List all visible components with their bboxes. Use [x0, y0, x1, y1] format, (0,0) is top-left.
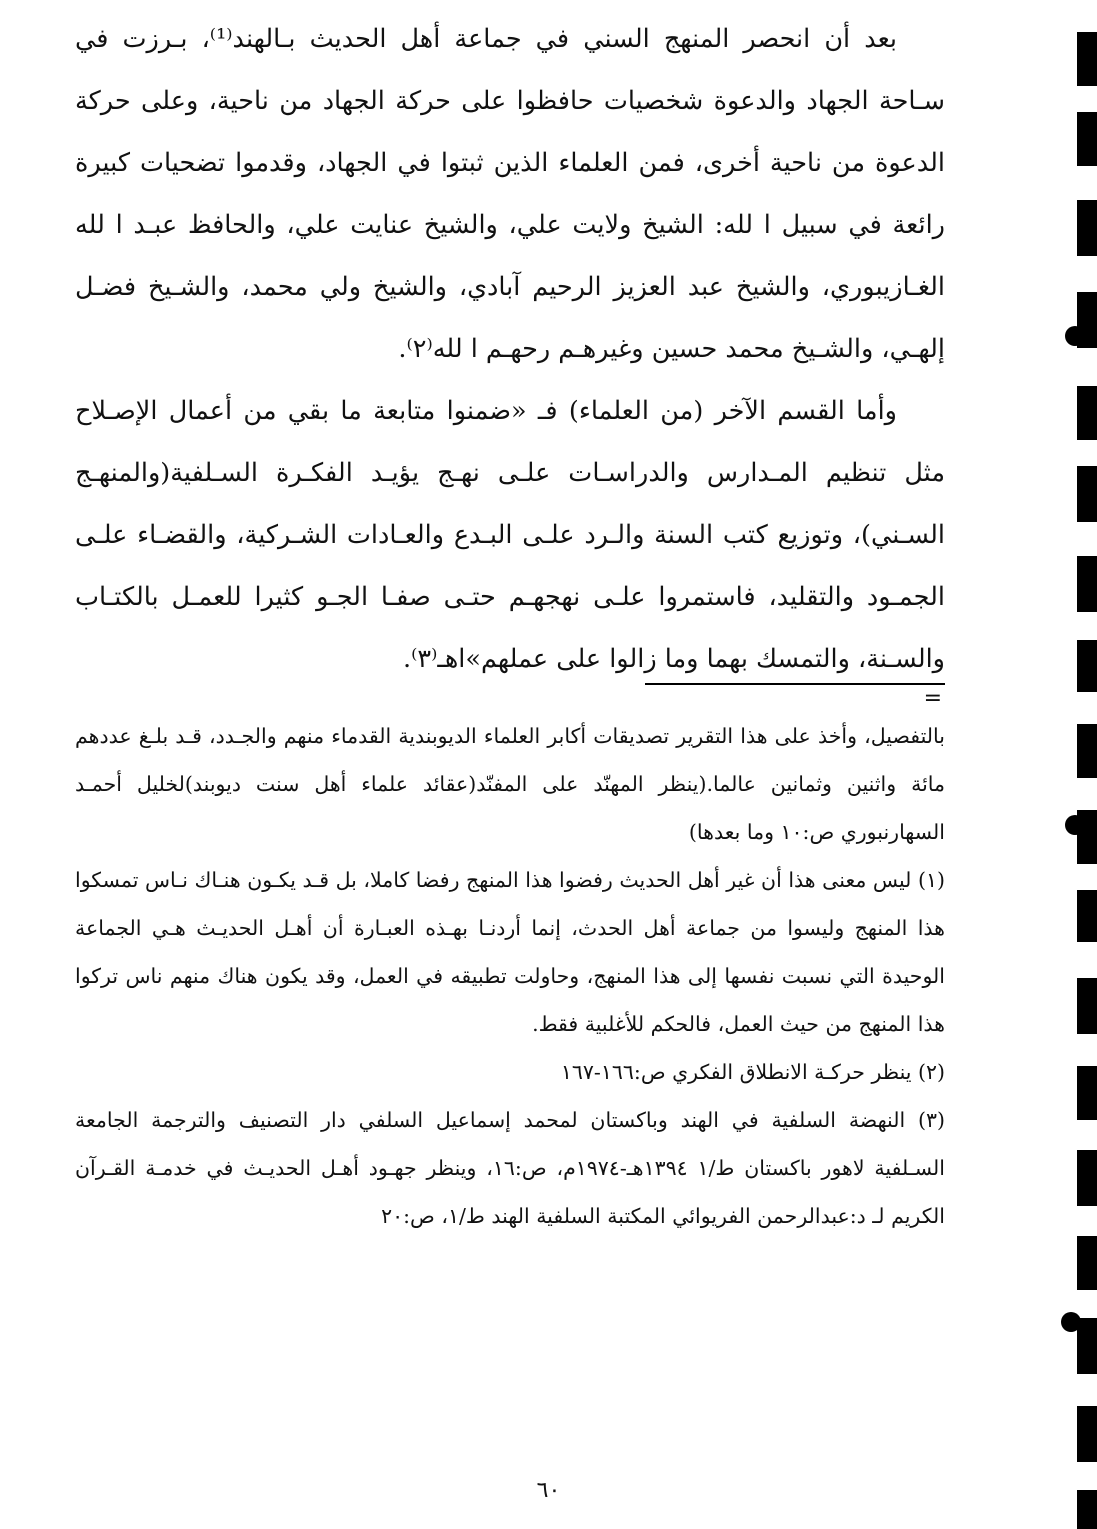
edge-mark — [1077, 200, 1097, 256]
edge-mark — [1077, 1236, 1097, 1290]
edge-mark — [1077, 724, 1097, 778]
footnotes — [75, 712, 945, 1240]
edge-mark — [1077, 556, 1097, 612]
footnote: (١) ليس معنى هذا أن غير أهل الحديث رفضوا هذا المنهج رفضا كاملا، بل قـد يكـون هنـاك نـاس تمسكوا هذا المنهج وليسوا من جماعة أهل الحدث، إنما أردنـا بهـذه العبـارة أن أهـل الحديـث هـي الجماعة الوحيدة التي نسبت نفسها إلى هذا المنهج، وحاولت تطبيقه في العمل، وقد يكون هناك منهم ناس تركوا هذا المنهج من حيث العمل، فالحكم للأغلبية فقط. — [75, 868, 945, 1036]
edge-mark — [1077, 32, 1097, 86]
edge-dot — [1061, 1312, 1081, 1332]
paragraph: وأما القسم الآخر (من العلماء) فـ «ضمنوا متابعة ما بقي من أعمال الإصـلاح مثل تنظيم المـدارس والدراسـات علـى نهـج يؤيـد الفكـرة السـلفية(والمنهـج السـني)، وتوزيع كتب السنة والـرد علـى البـدع والعـادات الشـركية، والقضـاء علـى الجمـود والتقليد، فاستمروا علـى نهجهـم حتـى صفـا الجـو كثيرا للعمـل بالكتـاب والسـنة، والتمسك بهما وما زالوا على عملهم»اهـ⁽٣⁾. — [75, 396, 945, 674]
edge-dot — [1065, 326, 1085, 346]
footnote-separator — [645, 683, 945, 685]
footnote-continuation-mark: = — [923, 686, 942, 711]
edge-mark — [1077, 1318, 1097, 1374]
edge-dot — [1065, 815, 1085, 835]
edge-mark — [1077, 978, 1097, 1034]
main-text — [75, 8, 945, 690]
edge-mark — [1077, 466, 1097, 522]
edge-mark — [1077, 890, 1097, 942]
edge-mark — [1077, 640, 1097, 692]
edge-mark — [1077, 1066, 1097, 1120]
edge-mark — [1077, 1150, 1097, 1206]
edge-mark — [1077, 1406, 1097, 1462]
footnote: بالتفصيل، وأخذ على هذا التقرير تصديقات أكابر العلماء الديوبندية القدماء منهم والجـدد، قـد بلـغ عددهم مائة واثنين وثمانين عالما.(ينظر المهنّد على المفنّد(عقائد علماء أهل سنت ديوبند)لخليل أحمـد السهارنبوري ص:١٠ وما بعدها) — [75, 724, 945, 844]
footnote: (٢) ينظر حركـة الانطلاق الفكري ص:١٦٦-١٦٧ — [560, 1060, 945, 1084]
page-number: ٦٠ — [536, 1478, 561, 1503]
paragraph: بعد أن انحصر المنهج السني في جماعة أهل الحديث بـالهند⁽¹⁾، بـرزت في سـاحة الجهاد والدعوة شخصيات حافظوا على حركة الجهاد من ناحية، وعلى حركة الدعوة من ناحية أخرى، فمن العلماء الذين ثبتوا في الجهاد، وقدموا تضحيات كبيرة رائعة في سبيل ا لله: الشيخ ولايت علي، والشيخ عنايت علي، والحافظ عبـد ا لله الغـازيبوري، والشيخ عبد العزيز الرحيم آبادي، والشيخ ولي محمد، والشـيخ فضـل إلهـي، والشـيخ محمد حسين وغيرهـم رحهـم ا لله⁽٢⁾. — [75, 24, 945, 364]
edge-mark — [1077, 386, 1097, 440]
edge-mark — [1077, 112, 1097, 166]
footnote: (٣) النهضة السلفية في الهند وباكستان لمحمد إسماعيل السلفي دار التصنيف والترجمة الجامعة السـلفية لاهور باكستان ط/١ ١٣٩٤هـ-١٩٧٤م، ص:١٦، وينظر جهـود أهـل الحديـث في خدمـة القـرآن الكريم لـ د:عبدالرحمن الفريوائي المكتبة السلفية الهند ط/١، ص:٢٠ — [75, 1108, 945, 1228]
